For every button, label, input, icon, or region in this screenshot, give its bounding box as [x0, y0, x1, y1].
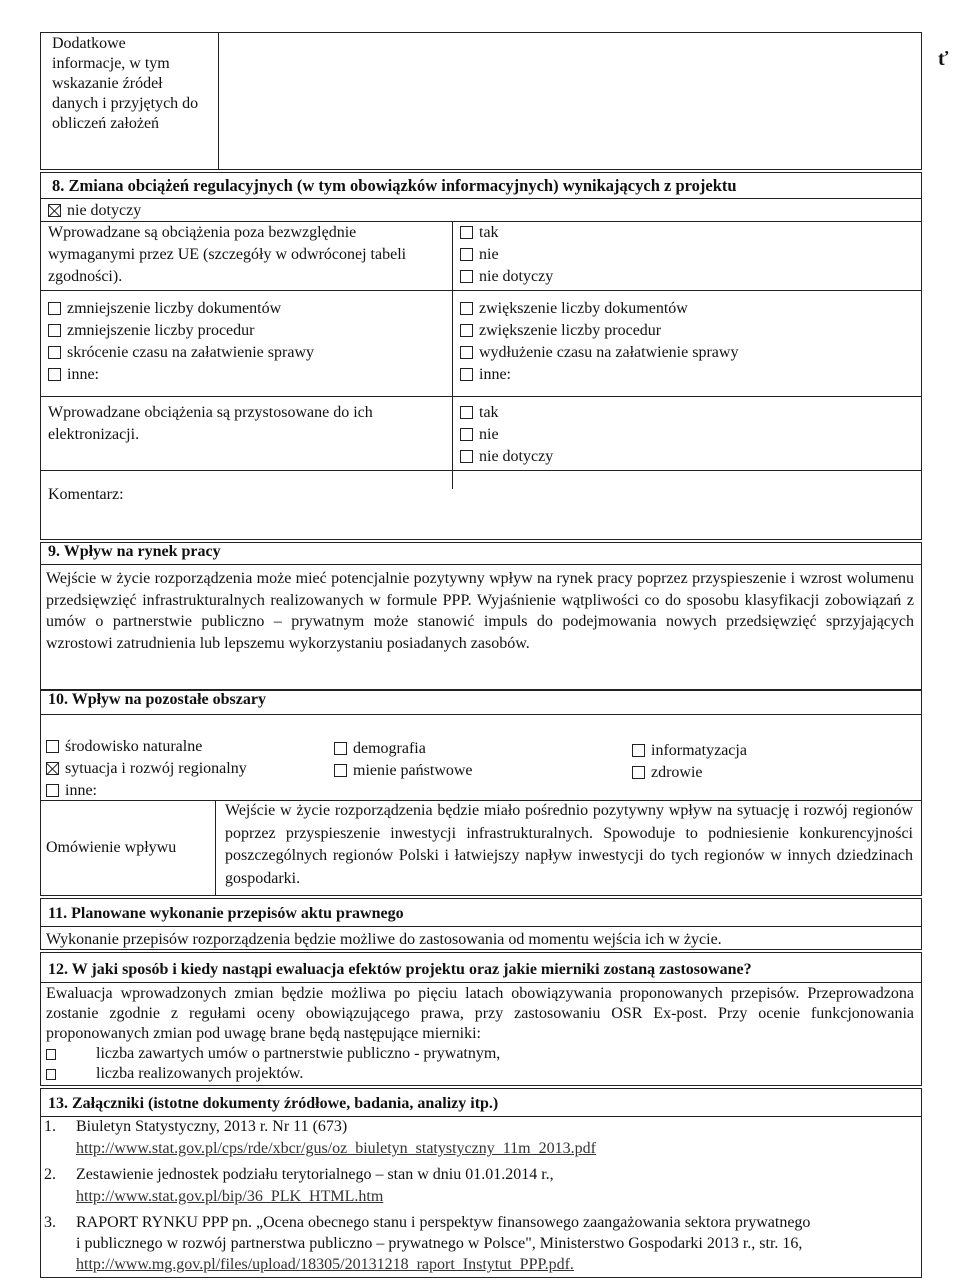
- option-nie-dotyczy[interactable]: nie dotyczy: [460, 446, 553, 468]
- section-8-not-applicable[interactable]: nie dotyczy: [48, 201, 141, 221]
- section-8-title: 8. Zmiana obciążeń regulacyjnych (w tym obowiązków informacyjnych) wynikających z projektu: [52, 176, 737, 195]
- checkbox-icon[interactable]: [460, 270, 473, 283]
- comment-label: Komentarz:: [48, 486, 124, 503]
- opt-informatyzacja[interactable]: informatyzacja: [632, 740, 747, 762]
- section-12-title: 12. W jaki sposób i kiedy nastąpi ewaluacja efektów projektu oraz jakie mierniki zostaną zastosowane?: [48, 961, 752, 978]
- section-13-title: 13. Załączniki (istotne dokumenty źródłowe, badania, analizy itp.): [48, 1095, 499, 1112]
- checkbox-icon[interactable]: [632, 744, 645, 757]
- opt-zmn-proc[interactable]: zmniejszenie liczby procedur: [48, 320, 314, 342]
- section-11-text: Wykonanie przepisów rozporządzenia będzie możliwe do zastosowania od momentu wejścia ich w życie.: [46, 931, 722, 948]
- checkbox-icon[interactable]: [460, 324, 473, 337]
- section-10-title: 10. Wpływ na pozostałe obszary: [48, 691, 266, 708]
- checkbox-icon[interactable]: [460, 226, 473, 239]
- opt-demografia[interactable]: demografia: [334, 738, 473, 760]
- checkbox-icon[interactable]: [334, 764, 347, 777]
- impact-text: Wejście w życie rozporządzenia będzie miało pośrednio pozytywny wpływ na sytuację i rozwój regionów poprzez przyspieszenie inwestycji infrastrukturalnych. Spowoduje to podniesienie konkurencyjności poszczególnych regionów Polski i łatwiejszy napływ inwestycji do tych regionów w innych dziedzinach gospodarki.: [225, 802, 913, 887]
- measure-item: liczba zawartych umów o partnerstwie publiczno - prywatnym,: [46, 1044, 500, 1064]
- checkbox-icon[interactable]: [48, 368, 61, 381]
- s8-q2-options: [460, 402, 553, 468]
- checkbox-icon[interactable]: [334, 742, 347, 755]
- additional-info-label: Dodatkowe informacje, w tym wskazanie źródeł danych i przyjętych do obliczeń założeń: [52, 35, 199, 132]
- opt-srodowisko[interactable]: środowisko naturalne: [46, 736, 247, 758]
- checkbox-icon[interactable]: [460, 450, 473, 463]
- attachment-link[interactable]: http://www.mg.gov.pl/files/upload/18305/20131218_raport_Instytut_PPP.pdf.: [76, 1256, 574, 1273]
- opt-zmn-dok[interactable]: zmniejszenie liczby dokumentów: [48, 298, 314, 320]
- checkbox-icon[interactable]: [460, 346, 473, 359]
- checkbox-checked-icon[interactable]: [48, 204, 61, 217]
- s12-measures: [46, 1044, 500, 1084]
- bullet-box-icon: [46, 1069, 56, 1080]
- section-11-title: 11. Planowane wykonanie przepisów aktu prawnego: [48, 905, 404, 922]
- option-nie[interactable]: nie: [460, 424, 553, 446]
- section-9-text: Wejście w życie rozporządzenia może mieć potencjalnie pozytywny wpływ na rynek pracy poprzez przyspieszenie i wzrost wolumenu przedsięwzięć infrastrukturalnych realizowanych w formule PPP. Wyjaśnienie wątpliwości co do sposobu klasyfikacji zobowiązań z umów o partnerstwie publiczno – prywatnym może stanowić impuls do podejmowania nowych przedsięwzięć sprzyjających wzrostowi zatrudnienia lub lepszemu wykorzystaniu posiadanych zasobów.: [46, 570, 914, 652]
- attachment-link[interactable]: http://www.stat.gov.pl/bip/36_PLK_HTML.htm: [76, 1188, 384, 1205]
- checkbox-icon[interactable]: [46, 740, 59, 753]
- checkbox-checked-icon[interactable]: [46, 762, 59, 775]
- s10-col1: [46, 736, 247, 802]
- opt-inne-right[interactable]: inne:: [460, 364, 738, 386]
- checkbox-icon[interactable]: [48, 324, 61, 337]
- s10-col2: [334, 738, 473, 782]
- attachment-item: 1. Biuletyn Statystyczny, 2013 r. Nr 11 (673) http://www.stat.gov.pl/cps/rde/xbcr/gus/oz_biuletyn_statystyczny_11m_2013.pdf: [44, 1118, 596, 1157]
- s8-left-options: [48, 298, 314, 386]
- opt-skr-czas[interactable]: skrócenie czasu na załatwienie sprawy: [48, 342, 314, 364]
- bullet-box-icon: [46, 1049, 56, 1060]
- opt-zdrowie[interactable]: zdrowie: [632, 762, 747, 784]
- checkbox-icon[interactable]: [46, 784, 59, 797]
- option-nie[interactable]: nie: [460, 244, 553, 266]
- opt-inne[interactable]: inne:: [46, 780, 247, 802]
- opt-zw-proc[interactable]: zwiększenie liczby procedur: [460, 320, 738, 342]
- opt-wyd-czas[interactable]: wydłużenie czasu na załatwienie sprawy: [460, 342, 738, 364]
- checkbox-icon[interactable]: [460, 302, 473, 315]
- opt-mienie[interactable]: mienie państwowe: [334, 760, 473, 782]
- attachment-item: 3. RAPORT RYNKU PPP pn. „Ocena obecnego stanu i perspektyw finansowego zaangażowania sektora prywatnego i publicznego w rozwój partnerstwa publiczno – prywatnego w Polsce", Ministerstwo Gospodarki 2013 r., str. 16, http://www.mg.gov.pl/files/upload/18305/20131218_raport_Instytut_PPP.pdf.: [44, 1214, 811, 1273]
- checkbox-icon[interactable]: [632, 766, 645, 779]
- opt-inne-left[interactable]: inne:: [48, 364, 314, 386]
- option-tak[interactable]: tak: [460, 402, 553, 424]
- s10-col3: [632, 740, 747, 784]
- attachment-item: 2. Zestawienie jednostek podziału terytorialnego – stan w dniu 01.01.2014 r., http://www.stat.gov.pl/bip/36_PLK_HTML.htm: [44, 1166, 554, 1205]
- section-12-text: Ewaluacja wprowadzonych zmian będzie możliwa po pięciu latach obowiązywania proponowanych przepisów. Przeprowadzona zostanie zgodnie z regułami oceny obowiązującego prawa, przy zastosowaniu OSR Ex-post. Przy ocenie funkcjonowania proponowanych zmian pod uwagę brane będą następujące mierniki:: [46, 985, 914, 1042]
- option-tak[interactable]: tak: [460, 222, 553, 244]
- checkbox-icon[interactable]: [48, 346, 61, 359]
- measure-item: liczba realizowanych projektów.: [46, 1064, 500, 1084]
- s8-question-1: Wprowadzane są obciążenia poza bezwzględnie wymaganymi przez UE (szczegóły w odwróconej tabeli zgodności).: [48, 224, 407, 285]
- attachment-link[interactable]: http://www.stat.gov.pl/cps/rde/xbcr/gus/oz_biuletyn_statystyczny_11m_2013.pdf: [76, 1140, 596, 1157]
- checkbox-icon[interactable]: [460, 428, 473, 441]
- option-nie-dotyczy[interactable]: nie dotyczy: [460, 266, 553, 288]
- checkbox-icon[interactable]: [460, 406, 473, 419]
- s8-right-options: [460, 298, 738, 386]
- section-9-title: 9. Wpływ na rynek pracy: [48, 543, 221, 560]
- impact-label: Omówienie wpływu: [46, 839, 177, 856]
- s8-q1-options: [460, 222, 553, 288]
- s8-question-2: Wprowadzane obciążenia są przystosowane do ich elektronizacji.: [48, 404, 373, 443]
- checkbox-icon[interactable]: [460, 368, 473, 381]
- corner-mark: ť: [938, 48, 949, 70]
- checkbox-icon[interactable]: [48, 302, 61, 315]
- opt-sytuacja[interactable]: sytuacja i rozwój regionalny: [46, 758, 247, 780]
- opt-zw-dok[interactable]: zwiększenie liczby dokumentów: [460, 298, 738, 320]
- checkbox-icon[interactable]: [460, 248, 473, 261]
